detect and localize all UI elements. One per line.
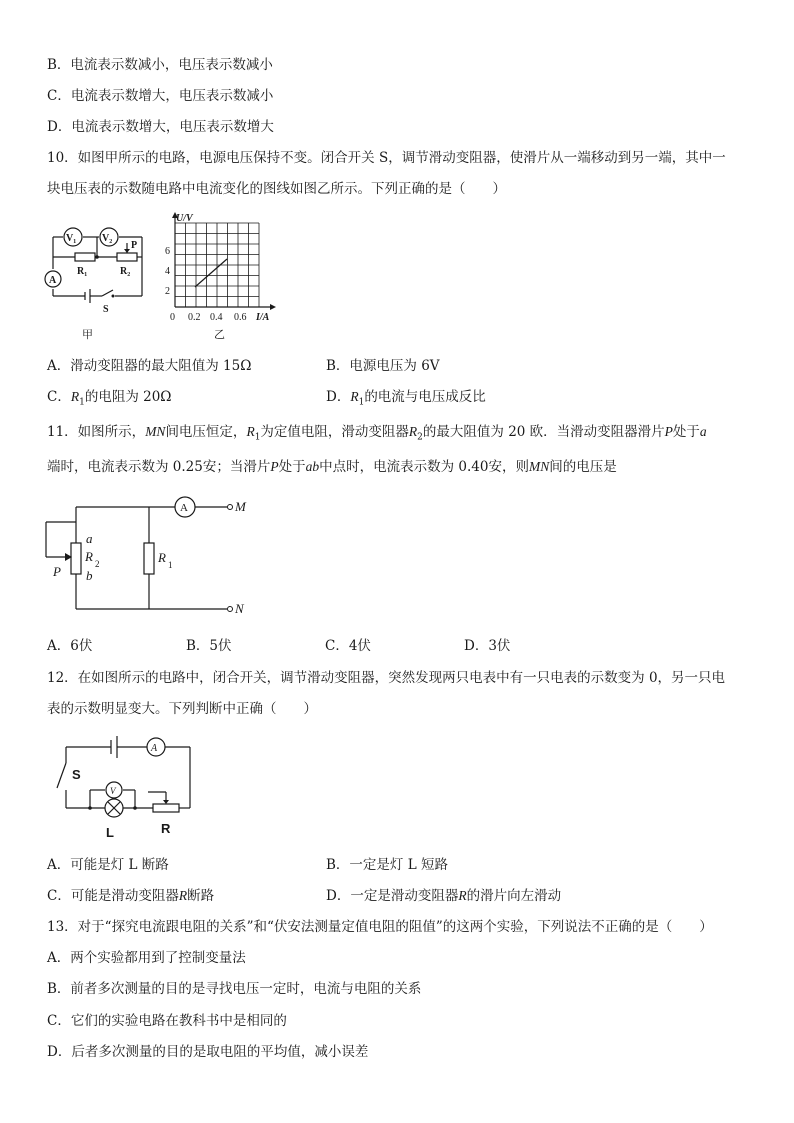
q11-option-c: C．4伏	[325, 638, 371, 654]
q10-label-ammeter: A	[49, 275, 57, 286]
q11-option-d: D．3伏	[464, 638, 511, 654]
q10-caption-jia: 甲	[82, 329, 93, 341]
q10-graph-xtick-04: 0.4	[210, 312, 223, 323]
q12-option-c: C．可能是滑动变阻器R断路	[47, 888, 215, 904]
q11-label-p: P	[53, 564, 61, 579]
q11-label-m: M	[235, 499, 246, 514]
q13-option-a: A．两个实验都用到了控制变量法	[47, 950, 246, 966]
q12-label-ammeter: A	[151, 743, 158, 754]
q10-graph-xlabel: I/A	[256, 312, 270, 323]
q12-option-d: D．一定是滑动变阻器R的滑片向左滑动	[326, 888, 562, 904]
q10-option-b: B．电源电压为 6V	[326, 358, 440, 374]
q11-label-a: a	[86, 531, 93, 546]
q10-label-p: P	[131, 240, 138, 251]
q10-label-r1: R₁	[77, 266, 88, 277]
q12-stem-line2: 表的示数明显变大。下列判断中正确（ ）	[47, 701, 317, 717]
q10-label-v2: V₂	[102, 233, 113, 244]
q11-stem-line1: 11．如图所示，MN间电压恒定，$R_1$为定值电阻，滑动变阻器$R_2$的最大阻值为 20 欧．当滑动变阻器滑片P处于a	[47, 424, 707, 443]
q12-stem-line1: 12．在如图所示的电路中，闭合开关，调节滑动变阻器，突然发现两只电表中有一只电表的示数变为 0，另一只电	[47, 670, 726, 686]
q11-label-r2: R	[85, 549, 93, 564]
q11-stem-line2: 端时，电流表示数为 0.25安；当滑片P处于ab中点时，电流表示数为 0.40安，则MN间的电压是	[47, 459, 617, 475]
q11-circuit-diagram	[35, 490, 265, 620]
q13-option-b: B．前者多次测量的目的是寻找电压一定时，电流与电阻的关系	[47, 981, 422, 997]
q10-graph	[160, 210, 285, 345]
q11-option-b: B．5伏	[186, 638, 232, 654]
q13-option-d: D．后者多次测量的目的是取电阻的平均值，减小误差	[47, 1044, 369, 1060]
q11-label-b: b	[86, 568, 93, 583]
q10-graph-line	[195, 259, 227, 287]
q12-label-s: S	[72, 767, 81, 782]
q11-label-r1: R	[158, 550, 166, 565]
q11-label-n: N	[235, 601, 244, 616]
q10-graph-ylabel: U/V	[176, 213, 193, 224]
q10-graph-xtick-02: 0.2	[188, 312, 201, 323]
q10-graph-xtick-06: 0.6	[234, 312, 247, 323]
q10-graph-origin: 0	[170, 312, 175, 323]
q10-label-r2: R₂	[120, 266, 131, 277]
q10-graph-ytick-6: 6	[165, 246, 170, 257]
q10-graph-ytick-2: 2	[165, 286, 170, 297]
q10-stem-line1: 10．如图甲所示的电路，电源电压保持不变。闭合开关 S，调节滑动变阻器，使滑片从一端移动到另一端，其中一	[47, 150, 726, 166]
q12-option-b: B．一定是灯 L 短路	[326, 857, 448, 873]
q13-stem: 13．对于“探究电流跟电阻的关系”和“伏安法测量定值电阻的阻值”的这两个实验，下列说法不正确的是（ ）	[47, 919, 713, 935]
prev-option-d: D．电流表示数增大，电压表示数增大	[47, 119, 274, 135]
prev-option-b: B．电流表示数减小，电压表示数减小	[47, 57, 273, 73]
q10-label-s: S	[103, 304, 109, 315]
q12-circuit-diagram	[45, 730, 205, 845]
q10-option-d: D．$R_1$的电流与电压成反比	[326, 389, 486, 408]
q13-option-c: C．它们的实验电路在教科书中是相同的	[47, 1013, 287, 1029]
q12-label-l: L	[106, 825, 114, 840]
q12-label-voltmeter: V	[110, 786, 116, 796]
q11-label-ammeter: A	[180, 502, 188, 514]
q12-option-a: A．可能是灯 L 断路	[47, 857, 169, 873]
q11-label-r2-sub: 2	[95, 559, 100, 569]
q10-label-v1: V₁	[66, 233, 77, 244]
prev-option-c: C．电流表示数增大，电压表示数减小	[47, 88, 274, 104]
q10-graph-ytick-4: 4	[165, 266, 170, 277]
q10-caption-yi: 乙	[214, 329, 225, 341]
q10-circuit-diagram	[45, 220, 155, 345]
q10-option-c: C．$R_1$的电阻为 20Ω	[47, 389, 172, 408]
q10-stem-line2: 块电压表的示数随电路中电流变化的图线如图乙所示。下列正确的是（ ）	[47, 181, 506, 197]
q12-label-r: R	[161, 821, 171, 836]
q11-option-a: A．6伏	[47, 638, 93, 654]
q11-label-r1-sub: 1	[168, 560, 173, 570]
q10-option-a: A．滑动变阻器的最大阻值为 15Ω	[47, 358, 252, 374]
